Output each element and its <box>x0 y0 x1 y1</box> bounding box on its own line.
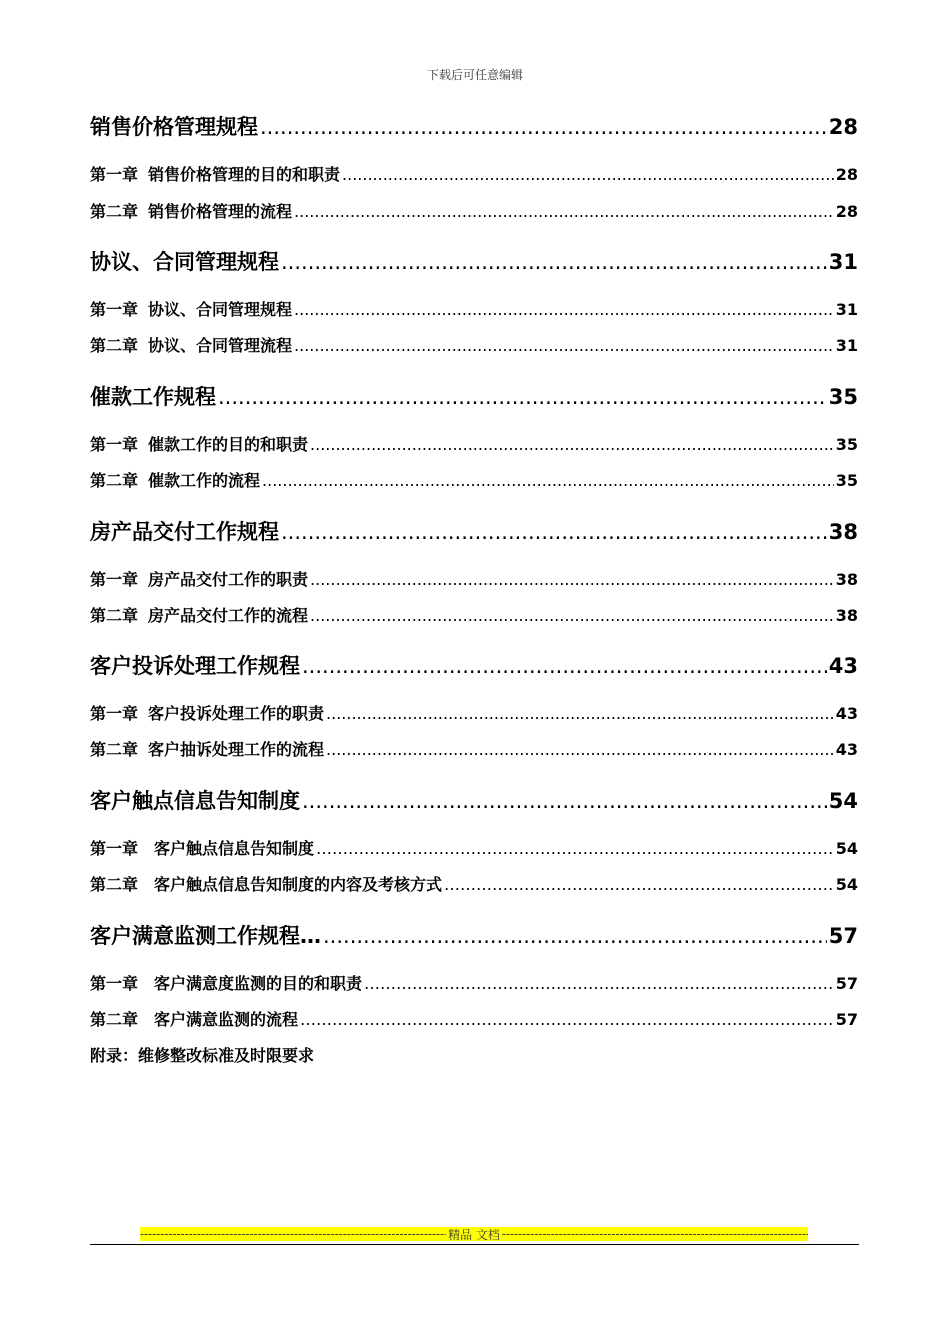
toc-chapter-label: 客户满意监测的流程 <box>154 1010 299 1029</box>
toc-page-number: 43 <box>828 654 858 678</box>
toc-chapter-entry[interactable] <box>90 1007 858 1031</box>
toc-section-contracts[interactable] <box>90 246 858 276</box>
toc-chapter-entry[interactable] <box>90 971 858 995</box>
dot-leader <box>294 202 834 221</box>
chapter-number: 第一章 <box>90 839 139 858</box>
dot-leader <box>310 570 834 589</box>
toc-page-number: 31 <box>835 300 858 319</box>
chapter-number: 第一章 <box>90 165 139 184</box>
toc-page-number: 28 <box>835 202 858 221</box>
dot-leader <box>218 385 827 409</box>
toc-chapter-label: 房产品交付工作的流程 <box>148 606 309 625</box>
dot-leader <box>294 336 834 355</box>
toc-page-number: 54 <box>835 839 858 858</box>
toc-chapter-entry[interactable] <box>90 567 858 591</box>
chapter-number: 第二章 <box>90 1010 139 1029</box>
chapter-number: 第一章 <box>90 570 139 589</box>
toc-page-number: 31 <box>835 336 858 355</box>
dot-leader <box>342 165 834 184</box>
toc-section-complaints[interactable] <box>90 650 858 680</box>
dot-leader <box>281 520 827 544</box>
toc-section-sales-pricing[interactable] <box>90 111 858 141</box>
toc-page-number: 54 <box>828 789 858 813</box>
dot-leader <box>323 924 827 948</box>
toc-page-number: 38 <box>835 570 858 589</box>
chapter-number: 第一章 <box>90 974 139 993</box>
toc-chapter-entry[interactable] <box>90 199 858 223</box>
toc-chapter-label: 协议、合同管理规程 <box>148 300 293 319</box>
toc-chapter-entry[interactable] <box>90 468 858 492</box>
toc-chapter-label: 客户投诉处理工作的职责 <box>148 704 325 723</box>
toc-page-number: 28 <box>835 165 858 184</box>
dot-leader <box>310 435 834 454</box>
footer-rule <box>90 1244 859 1245</box>
header-note: 下载后可任意编辑 <box>426 68 523 82</box>
toc-page-number: 43 <box>835 740 858 759</box>
toc-section-touchpoints[interactable] <box>90 785 858 815</box>
toc-page-number: 38 <box>835 606 858 625</box>
toc-chapter-entry[interactable] <box>90 737 858 761</box>
chapter-number: 第二章 <box>90 606 139 625</box>
toc-chapter-entry[interactable] <box>90 836 858 860</box>
dot-leader <box>444 875 834 894</box>
toc-section-label: 客户满意监测工作规程… <box>90 924 321 948</box>
toc-chapter-entry[interactable] <box>90 701 858 725</box>
toc-chapter-entry[interactable] <box>90 432 858 456</box>
toc-section-label: 协议、合同管理规程 <box>90 250 279 274</box>
toc-section-collection[interactable] <box>90 381 858 411</box>
toc-chapter-entry[interactable] <box>90 872 858 896</box>
toc-chapter-label: 协议、合同管理流程 <box>148 336 293 355</box>
toc-chapter-entry[interactable] <box>90 603 858 627</box>
dot-leader <box>281 250 827 274</box>
footer-highlight-bar <box>140 1227 808 1241</box>
chapter-number: 第二章 <box>90 202 139 221</box>
dot-leader <box>326 704 834 723</box>
footer-text: 精品 文档 <box>448 1227 500 1241</box>
dot-leader <box>294 300 834 319</box>
toc-chapter-label: 客户触点信息告知制度的内容及考核方式 <box>154 875 443 894</box>
toc-chapter-label: 客户抽诉处理工作的流程 <box>148 740 325 759</box>
toc-page-number: 28 <box>828 115 858 139</box>
toc-page-number: 31 <box>828 250 858 274</box>
toc-section-delivery[interactable] <box>90 516 858 546</box>
toc-chapter-label: 客户触点信息告知制度 <box>154 839 315 858</box>
dot-leader <box>310 606 834 625</box>
footer-dash-left <box>140 1227 446 1241</box>
toc-section-label: 销售价格管理规程 <box>90 115 258 139</box>
chapter-number: 第二章 <box>90 471 139 490</box>
toc-chapter-label: 客户满意度监测的目的和职责 <box>154 974 363 993</box>
toc-page-number: 35 <box>835 435 858 454</box>
toc-chapter-label: 催款工作的目的和职责 <box>148 435 309 454</box>
toc-section-satisfaction[interactable] <box>90 920 858 950</box>
toc-page-number: 43 <box>835 704 858 723</box>
dot-leader <box>300 1010 834 1029</box>
dot-leader <box>262 471 834 490</box>
chapter-number: 第二章 <box>90 336 139 355</box>
chapter-number: 第二章 <box>90 875 139 894</box>
dot-leader <box>316 839 834 858</box>
chapter-number: 第一章 <box>90 435 139 454</box>
toc-page-number: 57 <box>828 924 858 948</box>
toc-page-number: 38 <box>828 520 858 544</box>
toc-chapter-label: 催款工作的流程 <box>148 471 261 490</box>
dot-leader <box>326 740 834 759</box>
dot-leader <box>302 654 827 678</box>
dot-leader <box>260 115 827 139</box>
dot-leader <box>364 974 834 993</box>
toc-page-number: 57 <box>835 1010 858 1029</box>
chapter-number: 第一章 <box>90 704 139 723</box>
toc-section-label: 房产品交付工作规程 <box>90 520 279 544</box>
appendix-entry[interactable]: 附录：维修整改标准及时限要求 <box>90 1046 315 1065</box>
toc-section-label: 客户触点信息告知制度 <box>90 789 300 813</box>
toc-chapter-label: 销售价格管理的流程 <box>148 202 293 221</box>
toc-chapter-entry[interactable] <box>90 297 858 321</box>
toc-section-label: 催款工作规程 <box>90 385 216 409</box>
toc-section-label: 客户投诉处理工作规程 <box>90 654 300 678</box>
toc-chapter-entry[interactable] <box>90 333 858 357</box>
chapter-number: 第一章 <box>90 300 139 319</box>
toc-chapter-label: 房产品交付工作的职责 <box>148 570 309 589</box>
toc-page-number: 54 <box>835 875 858 894</box>
toc-page-number: 57 <box>835 974 858 993</box>
dot-leader <box>302 789 827 813</box>
chapter-number: 第二章 <box>90 740 139 759</box>
toc-page-number: 35 <box>835 471 858 490</box>
toc-chapter-label: 销售价格管理的目的和职责 <box>148 165 341 184</box>
toc-page-number: 35 <box>828 385 858 409</box>
footer-dash-right <box>502 1227 808 1241</box>
toc-chapter-entry[interactable] <box>90 162 858 186</box>
